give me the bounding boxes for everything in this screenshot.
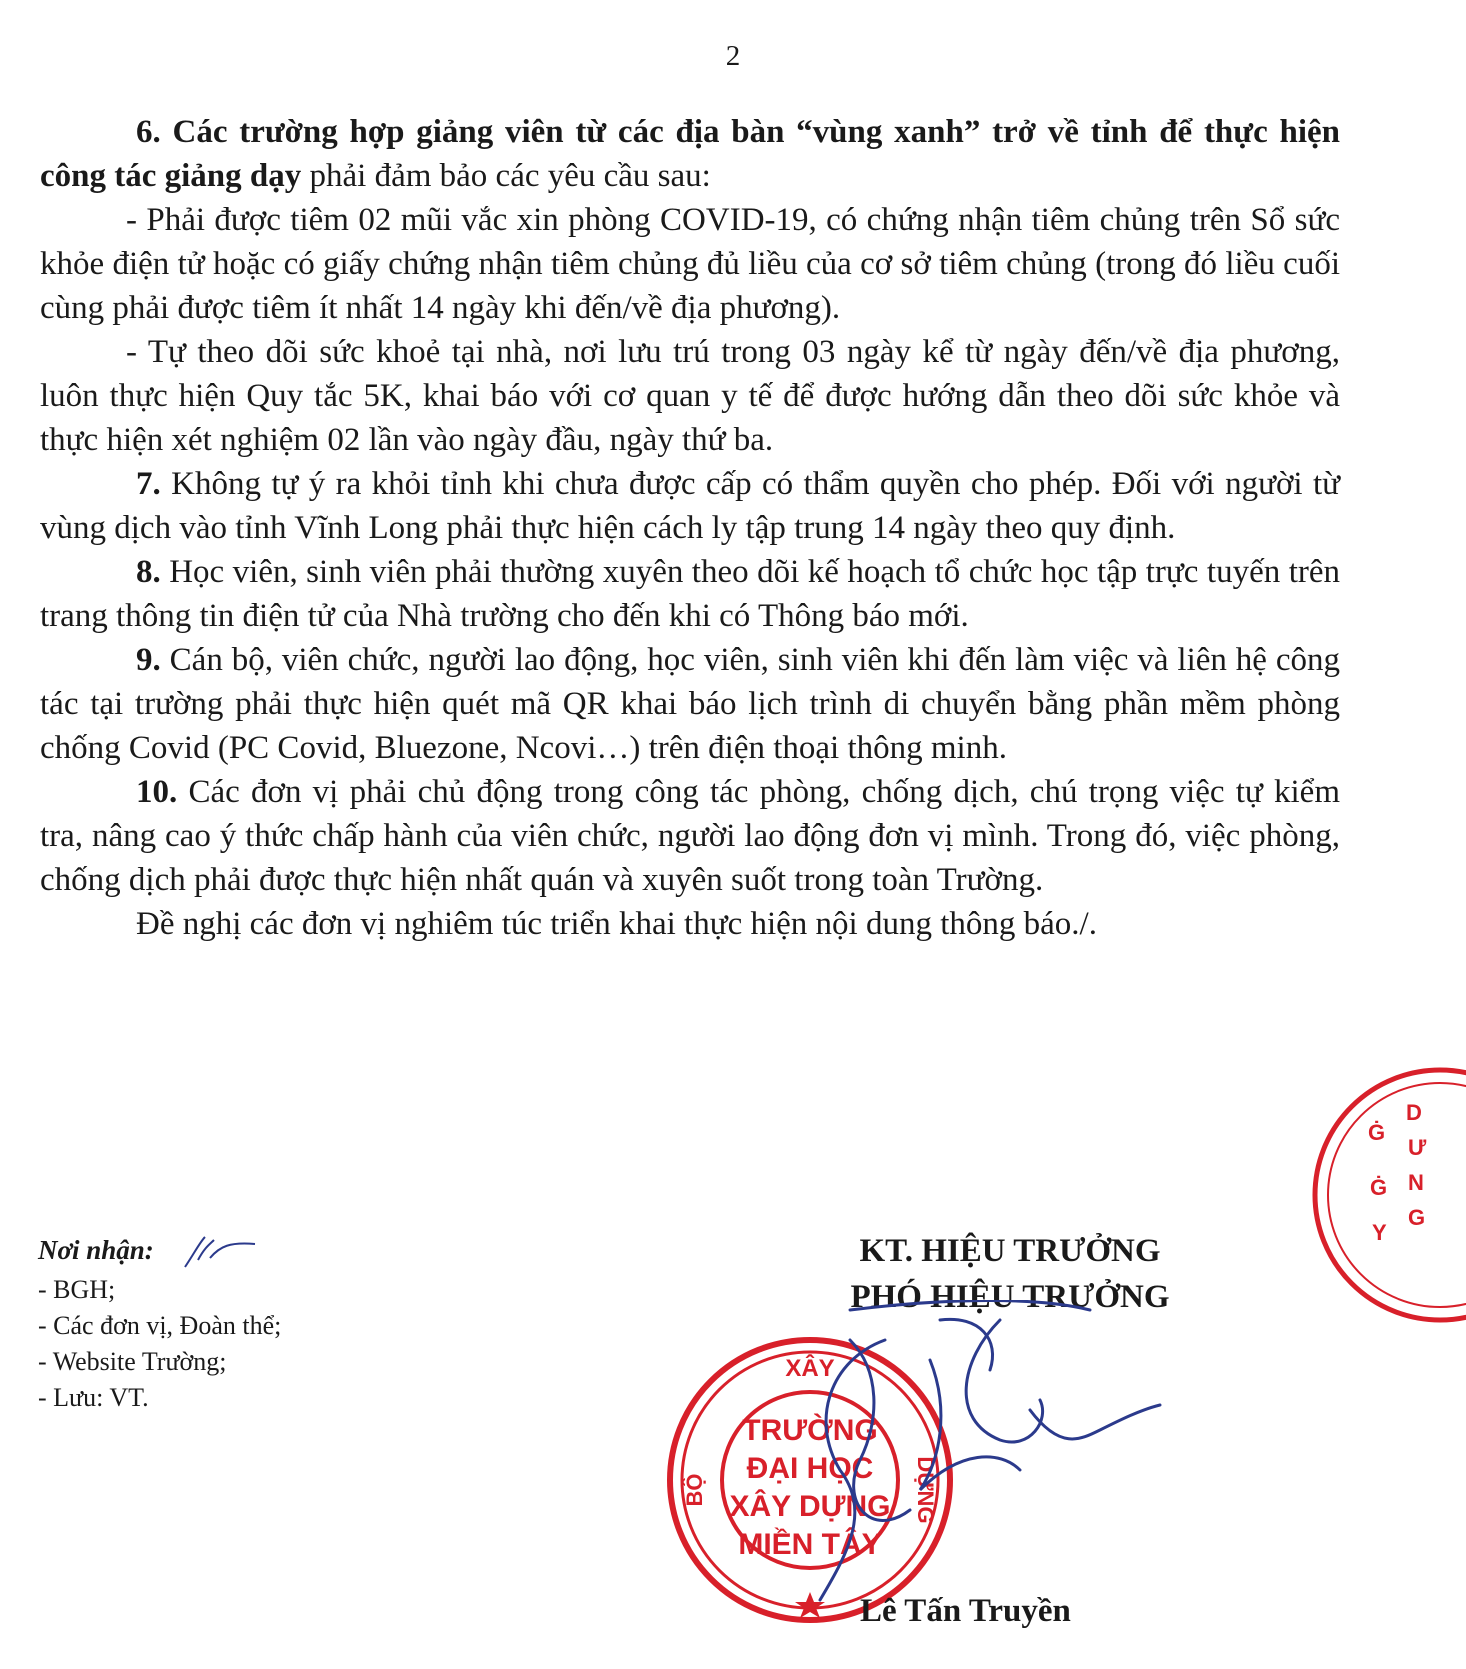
item-9-number: 9.: [136, 642, 161, 678]
item-6-rest: phải đảm bảo các yêu cầu sau:: [301, 158, 711, 194]
svg-text:N: N: [1408, 1170, 1424, 1195]
recipient-item: - Các đơn vị, Đoàn thể;: [38, 1311, 282, 1340]
item-7-number: 7.: [136, 466, 161, 502]
recipients-title: Nơi nhận:: [38, 1235, 154, 1265]
svg-text:Ġ: Ġ: [1368, 1120, 1386, 1145]
signature-title-1: KT. HIỆU TRƯỞNG: [859, 1233, 1161, 1269]
svg-text:Ư: Ư: [1408, 1135, 1427, 1160]
item-10-text: Các đơn vị phải chủ động trong công tác phòng, chống dịch, chú trọng việc tự kiểm tra, nâng cao ý thức chấp hành của viên chức, người lao động đơn vị mình. Trong đó, việc phòng, chống dịch phải được thực hiện nhất quán và xuyên suốt trong toàn Trường.: [40, 774, 1340, 898]
signer-name: Lê Tấn Truyền: [860, 1593, 1071, 1629]
stamp-ring-left: BỘ: [682, 1473, 707, 1507]
item-6-number: 6.: [136, 114, 161, 150]
item-6-sub-2: - Tự theo dõi sức khoẻ tại nhà, nơi lưu trú trong 03 ngày kể từ ngày đến/về địa phương, luôn thực hiện Quy tắc 5K, khai báo với cơ quan y tế để được hướng dẫn theo dõi sức khỏe và thực hiện xét nghiệm 02 lần vào ngày đầu, ngày thứ ba.: [40, 334, 1340, 458]
item-8-text: Học viên, sinh viên phải thường xuyên theo dõi kế hoạch tổ chức học tập trực tuyến trên trang thông tin điện tử của Nhà trường cho đến khi có Thông báo mới.: [40, 554, 1340, 634]
svg-text:G: G: [1408, 1205, 1426, 1230]
svg-text:Ġ: Ġ: [1370, 1175, 1388, 1200]
item-6-heading: Các trường hợp giảng viên từ các địa bàn “vùng xanh” trở về tỉnh để thực hiện công tác giảng dạy: [40, 114, 1340, 194]
item-8-number: 8.: [136, 554, 161, 590]
closing-line: Đề nghị các đơn vị nghiêm túc triển khai thực hiện nội dung thông báo./.: [136, 906, 1097, 942]
item-10: [40, 770, 1340, 902]
item-10-number: 10.: [136, 774, 178, 810]
recipient-item: - BGH;: [38, 1275, 116, 1304]
recipient-item: - Website Trường;: [38, 1347, 227, 1376]
recipients-list: [38, 1272, 281, 1416]
handwritten-signature: [700, 1300, 1170, 1620]
item-8: [40, 550, 1340, 638]
stamp-ring-top: XÂY: [785, 1355, 835, 1382]
item-6: [40, 110, 1340, 198]
stamp-line-4: MIỀN TÂY: [738, 1528, 882, 1561]
svg-text:D: D: [1406, 1100, 1422, 1125]
stamp-ring-right: DỰNG: [913, 1456, 938, 1524]
item-9-text: Cán bộ, viên chức, người lao động, học viên, sinh viên khi đến làm việc và liên hệ công tác tại trường phải thực hiện quét mã QR khai báo lịch trình di chuyển bằng phần mềm phòng chống Covid (PC Covid, Bluezone, Ncovi…) trên điện thoại thông minh.: [40, 642, 1340, 766]
item-9: [40, 638, 1340, 770]
initials-mark: [180, 1232, 260, 1272]
page-number: 2: [725, 40, 741, 72]
stamp-line-1: TRƯỜNG: [742, 1414, 878, 1447]
stamp-line-3: XÂY DỰNG: [729, 1490, 891, 1523]
document-body: [40, 110, 1340, 946]
item-7: [40, 462, 1340, 550]
item-7-text: Không tự ý ra khỏi tỉnh khi chưa được cấp có thẩm quyền cho phép. Đối với người từ vùng dịch vào tỉnh Vĩnh Long phải thực hiện cách ly tập trung 14 ngày theo quy định.: [40, 466, 1340, 546]
stamp-line-2: ĐẠI HỌC: [746, 1452, 874, 1485]
item-6-sub-1: - Phải được tiêm 02 mũi vắc xin phòng COVID-19, có chứng nhận tiêm chủng trên Sổ sức khỏe điện tử hoặc có giấy chứng nhận tiêm chủng đủ liều của cơ sở tiêm chủng (trong đó liều cuối cùng phải được tiêm ít nhất 14 ngày khi đến/về địa phương).: [40, 202, 1340, 326]
signature-title-2: PHÓ HIỆU TRƯỞNG: [850, 1279, 1170, 1315]
svg-text:Y: Y: [1372, 1220, 1387, 1245]
side-stamp: [1290, 1060, 1466, 1330]
recipient-item: - Lưu: VT.: [38, 1383, 149, 1412]
